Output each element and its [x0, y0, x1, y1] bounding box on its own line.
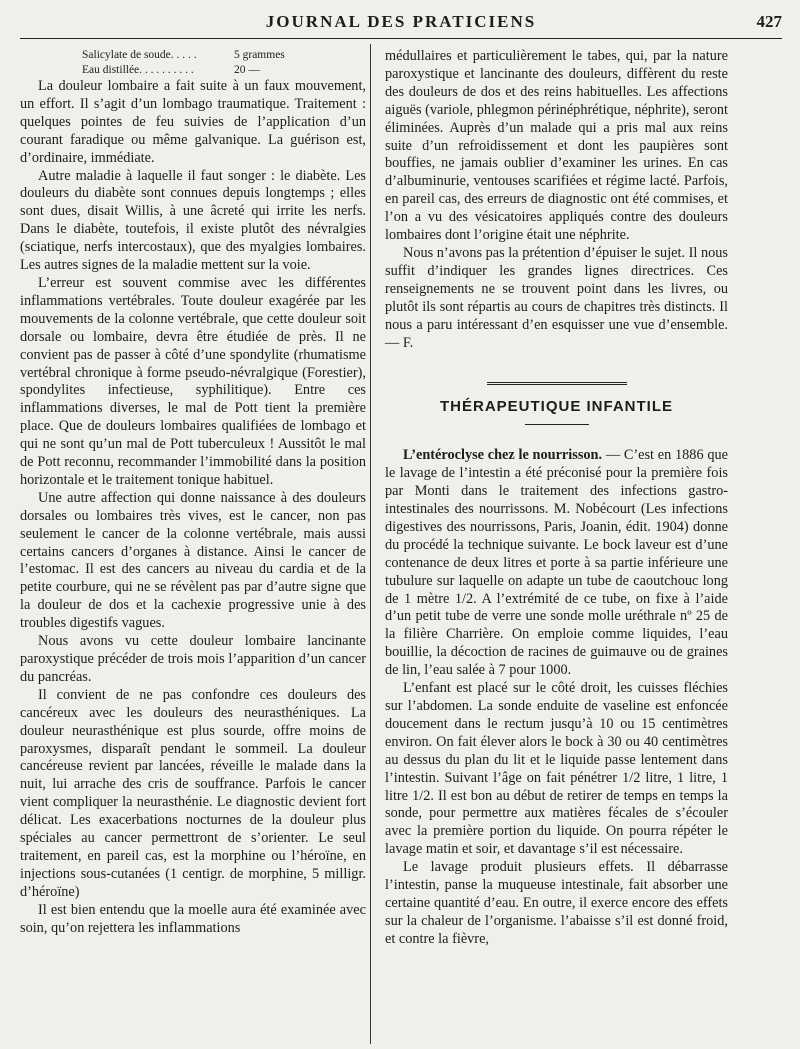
formula-line	[82, 63, 366, 78]
page-header	[20, 10, 782, 40]
article-lead-text: — C’est en 1886 que le lavage de l’intestin a été préconisé pour la première fois par Monti dans le traitement des infections gastro-intestinales des nourrissons. M. Nobécourt (Les infections digestives des nourrissons, Paris, Joanin, édit. 1904) donne du procédé la technique suivante. Le bock laveur est d’une contenance de deux litres et porte à sa partie inférieure une tubulure sur laquelle on adapte un tube de caoutchouc long de 1 mètre 1/2. A l’extrémité de ce tube, on fixe à l’aide d’un petit tube de verre une sonde molle uréthrale nº 25 de la filière Charrière. On emploie comme liquides, l’eau bouillie, la décoction de racines de guimauve ou de graines de lin, l’eau salée à 7 pour 1000.	[385, 447, 728, 679]
prescription-formula	[82, 48, 366, 78]
paragraph: médullaires et particulièrement le tabes, qui, par la nature paroxystique et lancinante des douleurs, diffèrent du reste des douleurs de dos et des reins habituelles. Les affections aiguës (variole, phlegmon périnéphrétique, néphrite), seront éliminées. Auprès d’un malade qui a pris mal aux reins suite d’un refroidissement et dont les paupières sont bouffies, ne jamais oublier d’examiner les urines. En cas d’albuminurie, ventouses scarifiées et régime lacté. Parfois, en pareil cas, des erreurs de diagnostic ont été commises, et l’on a vu des vésicatoires appliqués contre des douleurs lombaires dont l’origine était une néphrite.	[385, 48, 729, 244]
paragraph: Nous n’avons pas la prétention d’épuiser le sujet. Il nous suffit d’indiquer les grandes lignes directrices. Ces renseignements ne se trouvent point dans les livres, ou plutôt ils sont répartis au cours de chapitres très distincts. Il nous a paru intéressant d’en esquisser une vue d’ensemble. — F.	[385, 244, 728, 351]
formula-ingredient: Eau distillée. . . . . . . . . .	[82, 64, 194, 76]
paragraph: Autre maladie à laquelle il faut songer : le diabète. Les douleurs du diabète sont connues depuis longtemps ; elles sont dues, disait Willis, à une âcreté qui irrite les nerfs. Dans le diabète, toutefois, il existe plutôt des névralgies (sciatique, nerfs intercostaux), que des myalgies lombaires. Les autres signes de la maladie mettent sur la voie.	[20, 167, 366, 274]
formula-line	[82, 48, 366, 63]
paragraph: Une autre affection qui donne naissance à des douleurs dorsales ou lombaires très vives, est le cancer, non pas seulement le cancer de la colonne vertébrale, mais aussi certains cancers d’organes à distance. Ainsi le cancer de l’estomac. Il est des cancers au niveau du cardia et de la petite courbure, qui ne se révèlent pas par d’autre signe que la douleur de dos et la cachexie progressive unie à des troubles digestifs vagues.	[20, 489, 366, 632]
column-divider	[370, 44, 371, 1044]
formula-quantity: 5 grammes	[234, 49, 285, 61]
section-heading	[385, 382, 728, 425]
paragraph: Nous avons vu cette douleur lombaire lancinante paroxystique précéder de trois mois l’apparition d’un cancer du pancréas.	[20, 633, 366, 685]
running-title: JOURNAL DES PRATICIENS	[265, 12, 537, 31]
section-rule-top	[487, 382, 627, 388]
article-paragraph	[385, 447, 728, 680]
page-number: 427	[756, 12, 782, 31]
paragraph: L’erreur est souvent commise avec les différentes inflammations vertébrales. Toute douleur exagérée par les mouvements de la colonne vertébrale, que cette douleur soit dorsale ou lombaire, devra être étudiée de près. Il ne convient pas de passer à côté d’une spondylite (rhumatisme vertébral chronique à forme pseudo-névralgique (Forestier), spondylites infectieuse, syphilitique). Entre ces inflammations diverses, le mal de Pott tient la première place. Que de douleurs lombaires qualifiées de lombago et qui ne sont qu’un mal de Pott tuberculeux ! Aussitôt le mal de Pott reconnu, recommander l’immobilité dans la position horizontale et le traitement tonique habituel.	[20, 274, 366, 488]
section-title: THÉRAPEUTIQUE INFANTILE	[439, 398, 673, 416]
paragraph: La douleur lombaire a fait suite à un faux mouvement, un effort. Il s’agit d’un lombago traumatique. Traitement : quelques pointes de feu suivies de l’application d’un courant faradique ou même galvanique. La guérison est, d’ordinaire, immédiate.	[20, 78, 366, 166]
paragraph: Il est bien entendu que la moelle aura été examinée avec soin, qu’on rejettera les inflammations	[20, 901, 366, 936]
section-rule-bottom	[525, 424, 589, 425]
right-column	[385, 48, 728, 949]
header-rule	[20, 38, 782, 39]
paragraph: L’enfant est placé sur le côté droit, les cuisses fléchies sur l’abdomen. La sonde enduite de vaseline est enfoncée doucement dans le rectum jusqu’à 10 ou 15 centimètres environ. On fait élever alors le bock à 30 ou 40 centimètres au dessus du plan du lit et le liquide passe lentement dans l’intestin. Suivant l’âge on fait pénétrer 1/2 litre, 1 litre, 1 litre 1/2. Il est bon au début de retirer de temps en temps la sonde, pour permettre aux matières fécales de s’écouler avec la première portion du liquide. On pourra répéter le lavage matin et soir, et davantage s’il est nécessaire.	[385, 680, 728, 858]
article-title: L’entéroclyse chez le nourrisson.	[403, 447, 603, 464]
formula-quantity: 20 —	[234, 64, 260, 76]
left-column	[20, 48, 366, 938]
paragraph: Il convient de ne pas confondre ces douleurs des cancéreux avec les douleurs des neurasthéniques. La douleur neurasthénique est plus sourde, offre moins de paroxysmes, disparaît pendant le sommeil. La douleur cancéreuse revient par lancées, réveille le malade dans la nuit, lui arrache des cris de souffrance. Parfois le cancer vient compliquer la neurasthénie. Le diagnostic devient fort délicat. Les exacerbations nocturnes de la douleur plus spéciales au cancer permettront de s’orienter. Le seul traitement, en pareil cas, est la morphine ou l’héroïne, en injections sous-cutanées (1 centigr. de morphine, 5 milligr. d’héroïne)	[20, 686, 366, 900]
paragraph: Le lavage produit plusieurs effets. Il débarrasse l’intestin, panse la muqueuse intestinale, fait absorber une certaine quantité d’eau. En outre, il exerce encore des effets sur la chaleur de l’organisme. l’abaisse s’il est donné froid, et contre la fièvre,	[385, 859, 728, 947]
formula-ingredient: Salicylate de soude. . . . .	[82, 49, 197, 61]
